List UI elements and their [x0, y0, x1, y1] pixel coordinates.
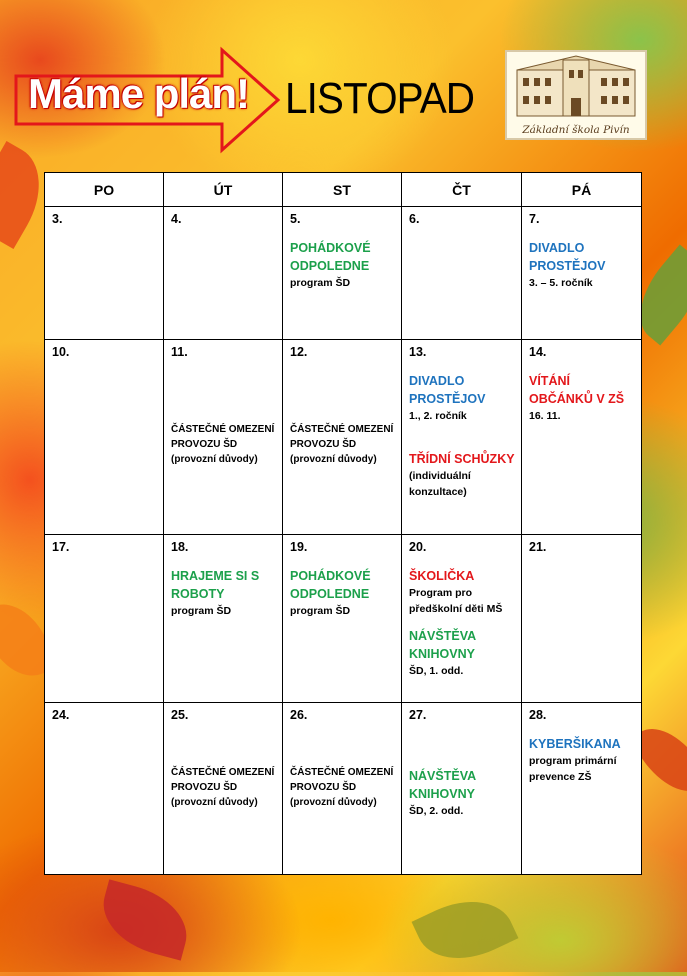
calendar-day-cell [283, 703, 402, 875]
month-title: LISTOPAD [285, 74, 475, 123]
calendar-table [44, 172, 642, 875]
weekday-header: ČT [402, 173, 522, 207]
calendar-day-cell [402, 703, 522, 875]
event-detail: program ŠD [171, 605, 232, 617]
limited-service-reason: (provozní důvody) [290, 454, 377, 465]
day-number: 26. [290, 708, 308, 722]
event-title: KYBERŠIKANA [529, 737, 621, 751]
day-number: 21. [529, 540, 547, 554]
calendar-day-cell [522, 207, 642, 340]
calendar-day-cell [283, 535, 402, 703]
calendar-day-cell [522, 340, 642, 535]
limited-service-note: ČÁSTEČNÉ OMEZENÍ PROVOZU ŠD [290, 424, 394, 450]
event-title: POHÁDKOVÉ ODPOLEDNE [290, 241, 371, 273]
leaf-decoration [412, 884, 519, 976]
event-detail: (individuální konzultace) [409, 470, 471, 498]
day-number: 11. [171, 345, 188, 359]
calendar-week-row [45, 340, 642, 535]
limited-service-reason: (provozní důvody) [290, 797, 377, 808]
day-number: 14. [529, 345, 547, 359]
event-title: TŘÍDNÍ SCHŮZKY [409, 452, 515, 466]
day-number: 13. [409, 345, 427, 359]
calendar-week-row [45, 535, 642, 703]
event-detail: program ŠD [290, 277, 351, 289]
event-title: NÁVŠTĚVA KNIHOVNY [409, 629, 476, 661]
calendar-day-cell [45, 340, 164, 535]
event-detail: program primární prevence ZŠ [529, 755, 617, 783]
limited-service-reason: (provozní důvody) [171, 454, 258, 465]
event-detail: ŠD, 2. odd. [409, 805, 464, 817]
day-number: 5. [290, 212, 301, 226]
tagline: Máme plán! [28, 70, 250, 117]
limited-service-note: ČÁSTEČNÉ OMEZENÍ PROVOZU ŠD [290, 767, 394, 793]
calendar-day-cell [522, 703, 642, 875]
day-number: 27. [409, 708, 427, 722]
day-number: 24. [52, 708, 70, 722]
day-number: 7. [529, 212, 540, 226]
school-logo [505, 50, 647, 140]
calendar-body [45, 207, 642, 875]
day-number: 6. [409, 212, 420, 226]
calendar-week-row [45, 207, 642, 340]
calendar-day-cell [164, 703, 283, 875]
day-number: 3. [52, 212, 63, 226]
day-number: 19. [290, 540, 308, 554]
event-title: DIVADLO PROSTĚJOV [409, 374, 486, 406]
weekday-header: PO [45, 173, 164, 207]
weekday-header-row [45, 173, 642, 207]
header [0, 40, 687, 170]
school-building-icon [507, 52, 645, 120]
event-title: POHÁDKOVÉ ODPOLEDNE [290, 569, 371, 601]
day-number: 4. [171, 212, 182, 226]
day-number: 12. [290, 345, 308, 359]
calendar-day-cell [402, 535, 522, 703]
limited-service-reason: (provozní důvody) [171, 797, 258, 808]
day-number: 25. [171, 708, 189, 722]
calendar-day-cell [45, 207, 164, 340]
event-title: NÁVŠTĚVA KNIHOVNY [409, 769, 476, 801]
calendar-day-cell [402, 207, 522, 340]
logo-caption: Základní škola Pivín [522, 124, 630, 136]
event-title: ŠKOLIČKA [409, 569, 475, 583]
day-number: 20. [409, 540, 427, 554]
calendar-day-cell [283, 340, 402, 535]
calendar-day-cell [522, 535, 642, 703]
day-number: 10. [52, 345, 70, 359]
event-title: HRAJEME SI S ROBOTY [171, 569, 260, 601]
calendar-day-cell [164, 535, 283, 703]
calendar-day-cell [164, 340, 283, 535]
event-detail: ŠD, 1. odd. [409, 665, 464, 677]
leaf-decoration [94, 879, 196, 960]
weekday-header: PÁ [522, 173, 642, 207]
calendar-day-cell [283, 207, 402, 340]
limited-service-note: ČÁSTEČNÉ OMEZENÍ PROVOZU ŠD [171, 767, 275, 793]
event-title: VÍTÁNÍ OBČÁNKŮ V ZŠ [529, 374, 625, 406]
day-number: 28. [529, 708, 547, 722]
event-detail: 16. 11. [529, 410, 561, 422]
event-detail: Program pro předškolní děti MŠ [409, 587, 503, 615]
event-detail: 1., 2. ročník [409, 410, 467, 422]
day-number: 17. [52, 540, 70, 554]
weekday-header: ST [283, 173, 402, 207]
calendar-day-cell [45, 703, 164, 875]
event-title: DIVADLO PROSTĚJOV [529, 241, 606, 273]
weekday-header: ÚT [164, 173, 283, 207]
calendar-day-cell [45, 535, 164, 703]
calendar-day-cell [164, 207, 283, 340]
event-detail: 3. – 5. ročník [529, 277, 593, 289]
event-detail: program ŠD [290, 605, 351, 617]
calendar-week-row [45, 703, 642, 875]
calendar-day-cell [402, 340, 522, 535]
limited-service-note: ČÁSTEČNÉ OMEZENÍ PROVOZU ŠD [171, 424, 275, 450]
day-number: 18. [171, 540, 189, 554]
